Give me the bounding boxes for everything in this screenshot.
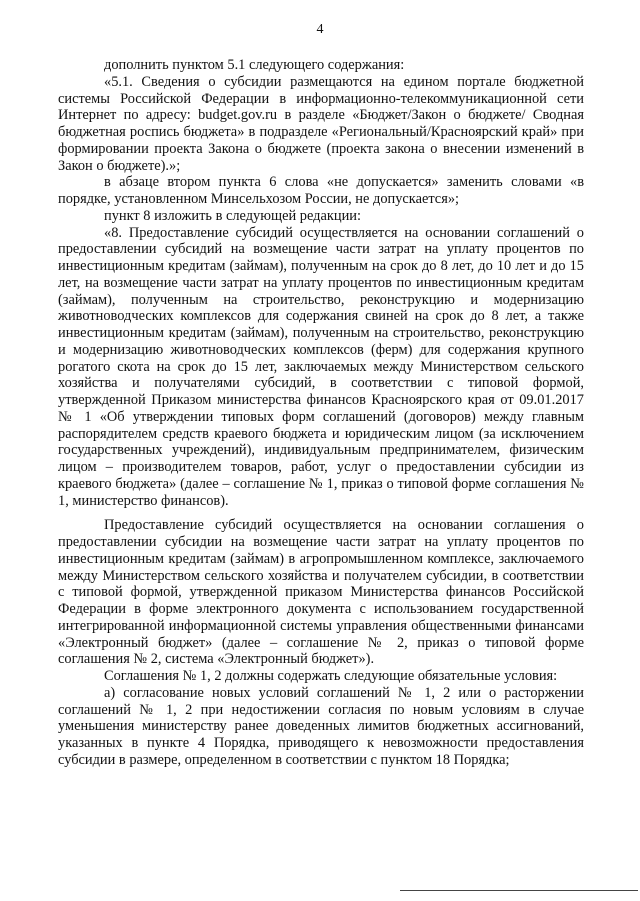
- paragraph-clause-5-1: «5.1. Сведения о субсидии размещаются на едином портале бюджетной системы Российской Федерации в информационно-телекоммуникационной сети Интернет по адресу: budget.gov.ru в разделе «Бюджет/Закон о бюджете/ Сводная бюджетная роспись бюджета» в подразделе «Региональный/Красноярский край» при формировании проекта Закона о бюджете (проекта закона о внесении изменений в Закон о бюджете).»;: [58, 73, 584, 174]
- paragraph-clause-6-amendment: в абзаце втором пункта 6 слова «не допускается» заменить словами «в порядке, установленном Минсельхозом России, не допускается»;: [58, 174, 584, 207]
- page-bottom-rule: [400, 890, 638, 891]
- paragraph-clause-8-intro: пункт 8 изложить в следующей редакции:: [104, 207, 361, 224]
- paragraph-add-clause-5-1: дополнить пунктом 5.1 следующего содержания:: [104, 57, 405, 73]
- paragraph-subsidy-agreement-2: Предоставление субсидий осуществляется на основании соглашения о предоставлении субсидии на возмещение части затрат на уплату процентов по инвестиционным кредитам (займам) в агропромышленном комплексе, заключаемого между Министерством сельского хозяйства и получателем субсидии, в соответствии с типовой формой, утвержденной приказом Министерства финансов Российской Федерации в форме электронного документа с использованием государственной интегрированной информационной системы управления общественными финансами «Электронный бюджет» (далее – соглашение № 2, приказ о типовой форме соглашения № 2, система «Электронный бюджет»).: [58, 517, 584, 668]
- paragraph-condition-a: а) согласование новых условий соглашений № 1, 2 или о расторжении соглашений № 1, 2 при недостижении согласия по новым условиям в случае уменьшения министерству ранее доведенных лимитов бюджетных ассигнований, указанных в пункте 4 Порядка, приводящего к невозможности предоставления субсидии в размере, определенном в соответствии с пунктом 18 Порядка;: [58, 684, 584, 768]
- paragraph-mandatory-conditions: Соглашения № 1, 2 должны содержать следующие обязательные условия:: [104, 668, 558, 684]
- document-body: [58, 57, 584, 769]
- page-number: 4: [316, 22, 324, 37]
- paragraph-clause-8: «8. Предоставление субсидий осуществляется на основании соглашений о предоставлении субсидий на возмещение части затрат на уплату процентов по инвестиционным кредитам (займам), полученным на срок до 8 лет, до 10 лет и до 15 лет, на возмещение части затрат на уплату процентов по инвестиционным кредитам (займам), полученным на строительство, реконструкцию и модернизацию животноводческих комплексов для содержания свиней на срок до 8 лет, а также инвестиционным кредитам (займам), полученным на строительство, реконструкцию и модернизацию животноводческих комплексов (ферм) для содержания крупного рогатого скота на срок до 15 лет, заключаемых между Министерством сельского хозяйства и получателями субсидий, в соответствии с типовой формой, утвержденной Приказом министерства финансов Красноярского края от 09.01.2017 № 1 «Об утверждении типовых форм соглашений (договоров) между главным распорядителем средств краевого бюджета и юридическим лицом (за исключением государственных учреждений), индивидуальным предпринимателем, физическим лицом – производителем товаров, работ, услуг о предоставлении субсидии из краевого бюджета» (далее – соглашение № 1, приказ о типовой форме соглашения № 1, министерство финансов).: [58, 224, 584, 509]
